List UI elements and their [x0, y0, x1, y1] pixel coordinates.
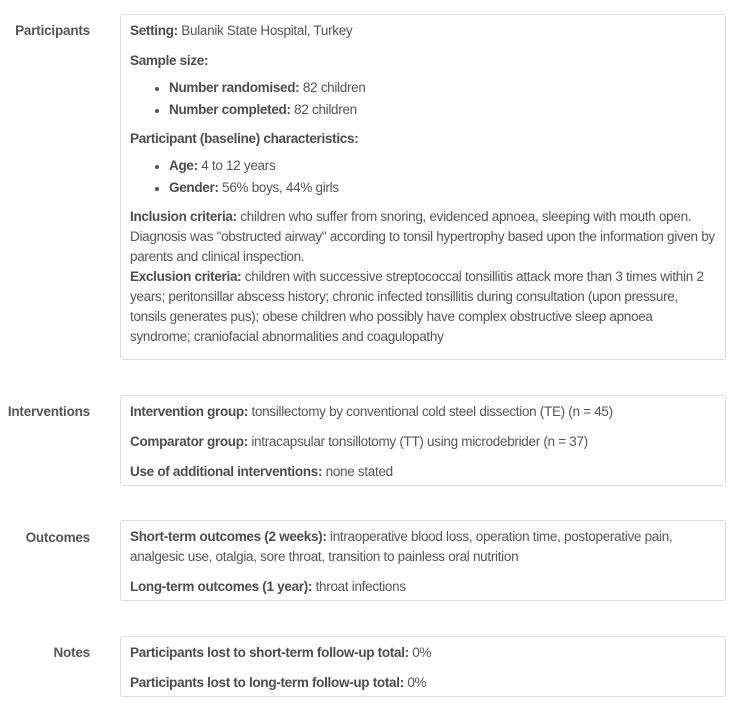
outcomes-box [120, 520, 726, 601]
short-term-followup-row: Participants lost to short-term follow-up total: 0% [130, 645, 432, 660]
interventions-label: Interventions [7, 404, 90, 419]
long-term-outcomes-row: Long-term outcomes (1 year): throat infections [130, 579, 406, 594]
participants-label: Participants [15, 23, 90, 38]
inclusion-criteria: Inclusion criteria: children who suffer from snoring, evidenced apnoea, sleeping with mouth open. Diagnosis was "obstructed airway" according to tonsil hypertrophy based upon the information given by parents and clinical inspection. [130, 209, 715, 264]
short-term-outcomes-row: Short-term outcomes (2 weeks): intraoperative blood loss, operation time, postoperative pain, analgesic use, otalgia, sore throat, transition to painless oral nutrition [130, 529, 673, 564]
list-item: • Number randomised: 82 children [169, 77, 716, 99]
list-item: • Number completed: 82 children [169, 99, 716, 121]
interventions-box [120, 395, 726, 486]
baseline-heading: Participant (baseline) characteristics: [130, 131, 359, 146]
baseline-list [130, 155, 716, 199]
list-item: • Gender: 56% boys, 44% girls [169, 177, 716, 199]
additional-interventions-row: Use of additional interventions: none stated [130, 464, 393, 479]
outcomes-label: Outcomes [25, 530, 90, 545]
comparator-group-row: Comparator group: intracapsular tonsillotomy (TT) using microdebrider (n = 37) [130, 434, 588, 449]
notes-label: Notes [53, 645, 90, 660]
intervention-group-row: Intervention group: tonsillectomy by conventional cold steel dissection (TE) (n = 45) [130, 404, 613, 419]
participants-box [120, 14, 726, 360]
setting-row: Setting: Bulanik State Hospital, Turkey [130, 23, 353, 38]
notes-box [120, 636, 726, 697]
list-item: • Age: 4 to 12 years [169, 155, 716, 177]
long-term-followup-row: Participants lost to long-term follow-up total: 0% [130, 675, 427, 690]
sample-size-list [130, 77, 716, 121]
exclusion-criteria: Exclusion criteria: children with successive streptococcal tonsillitis attack more than 3 times within 2 years; peritonsillar abscess history; chronic infected tonsillitis during consultation (upon pressure, tonsils generates pus); obese children who possibly have complex obstructive sleep apnoea syndrome; craniofacial abnormalities and coagulopathy [130, 269, 704, 344]
sample-size-heading: Sample size: [130, 53, 209, 68]
